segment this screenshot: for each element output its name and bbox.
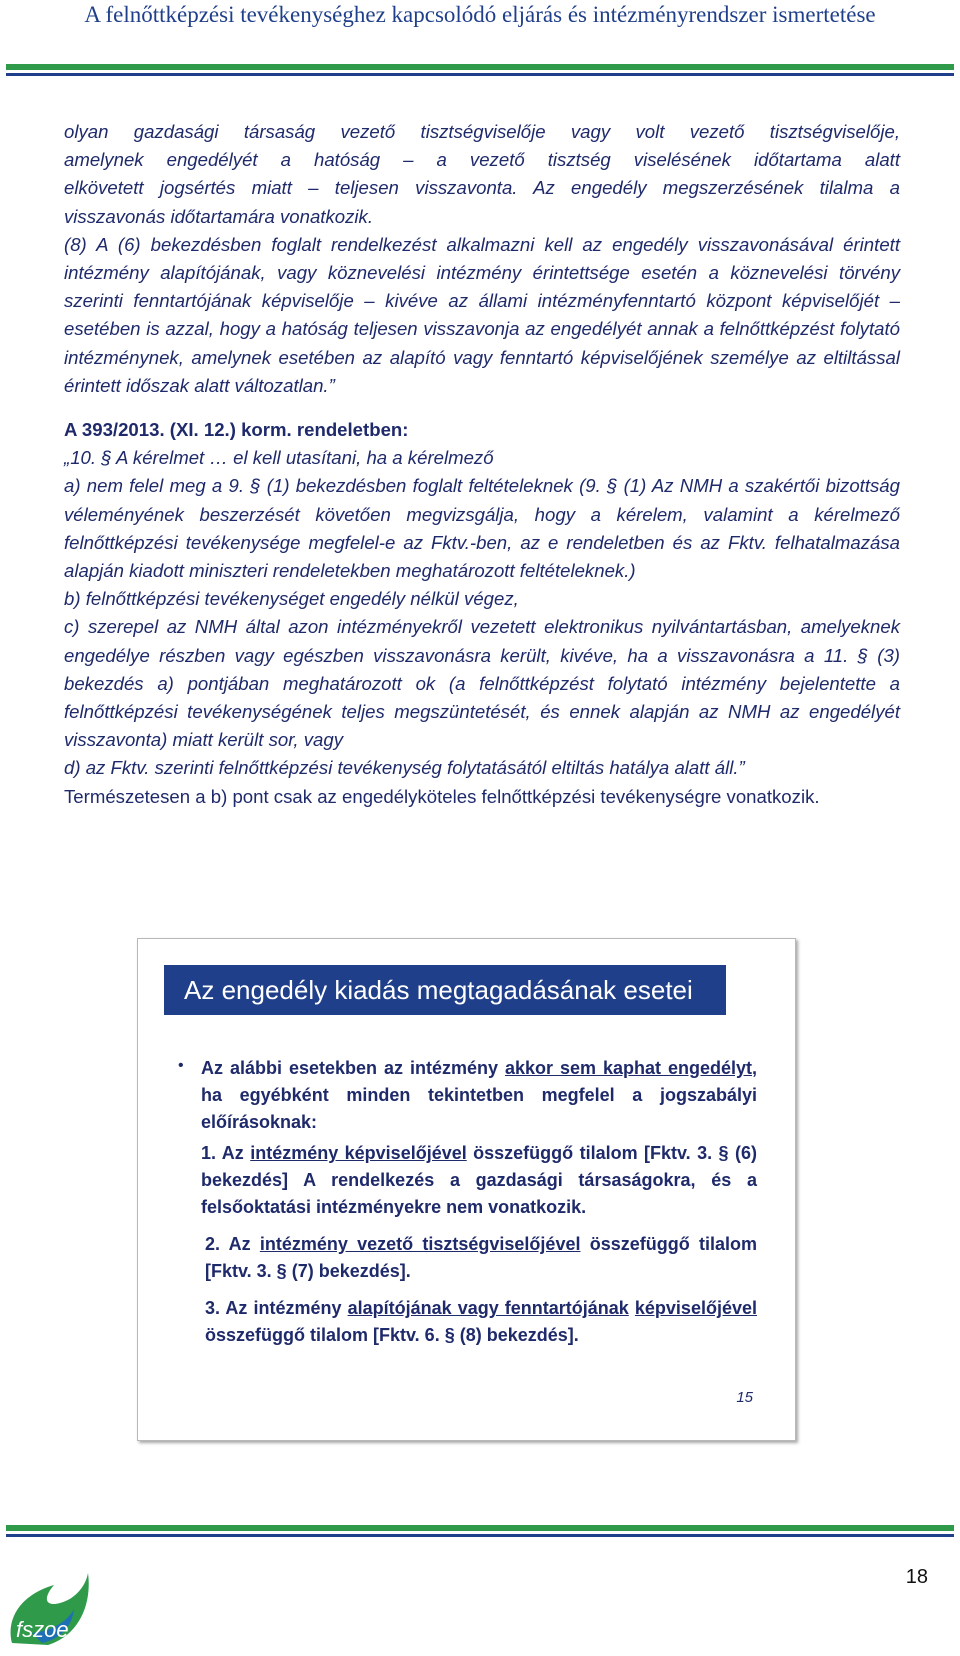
header-rule-green xyxy=(6,64,954,70)
point-a: a) nem felel meg a 9. § (1) bekezdésben foglalt feltételeknek (9. § (1) Az NMH a szakértői bizottság véleményének beszerzését követően megvizsgálja, hogy a kérelem, valamint a kérelmező felnőttképzési tevékenysége megfelel-e az Fktv.-ben, az e rendeletben és az Fktv. felhatalmazása alapján kiadott miniszteri rendeletekben meghatározott feltételeknek.) xyxy=(64,475,900,582)
slide-intro: Az alábbi esetekben az intézmény akkor sem kaphat engedélyt, ha egyébként minden tekintetben megfelel a jogszabályi előírásoknak: xyxy=(201,1058,757,1132)
slide-item-3: 3. Az intézmény alapítójának vagy fenntartójának képviselőjével összefüggő tilalom [Fktv. 6. § (8) bekezdés]. xyxy=(205,1298,757,1345)
slide-item-2: 2. Az intézmény vezető tisztségviselőjével összefüggő tilalom [Fktv. 3. § (7) bekezdés]. xyxy=(205,1234,757,1281)
body-line: olyan gazdasági társaság vezető tisztségviselője vagy volt vezető tisztségviselője, xyxy=(64,121,900,142)
point-b: b) felnőttképzési tevékenységet engedély nélkül végez, xyxy=(64,588,519,610)
closing-note: Természetesen a b) pont csak az engedélyköteles felnőttképzési tevékenységre vonatkozik. xyxy=(64,785,820,807)
slide-image xyxy=(137,938,796,1441)
slide-page-number: 15 xyxy=(736,1389,753,1406)
svg-text:fszoe: fszoe xyxy=(16,1617,69,1642)
footer-rule-green xyxy=(6,1525,954,1531)
header-rule-blue xyxy=(6,73,954,76)
slide-item-1: 1. Az intézmény képviselőjével összefüggő tilalom [Fktv. 3. § (6) bekezdés] A rendelkezés a gazdasági társaságokra, és a felsőoktatási intézményekre nem vonatkozik. xyxy=(201,1143,757,1217)
point-d: d) az Fktv. szerinti felnőttképzési tevékenység folytatásától eltiltás hatálya alatt áll.” xyxy=(64,757,745,779)
body-line: amelynek engedélyét a hatóság – a vezető tisztség viselésének időtartama alatt xyxy=(64,149,900,171)
slide-title: Az engedély kiadás megtagadásának esetei xyxy=(164,965,726,1015)
point-10: „10. § A kérelmet … el kell utasítani, ha a kérelmező xyxy=(64,447,494,469)
body-line: visszavonás időtartamára vonatkozik. xyxy=(64,205,374,227)
regulation-heading: A 393/2013. (XI. 12.) korm. rendeletben: xyxy=(64,419,409,441)
document-body xyxy=(64,118,900,811)
point-c: c) szerepel az NMH által azon intézményekről vezetett elektronikus nyilvántartásban, amelyeknek engedélye részben vagy egészben visszavonásra került, kivéve, ha a visszavonásra a 11. § (3) bekezdés a) pontjában meghatározott ok (a felnőttképzést folytató intézmény bejelentette a felnőttképzési tevékenységének teljes megszüntetését, és ennek alapján az NMH az engedélyét visszavonta) miatt került sor, vagy xyxy=(64,616,900,751)
footer-rule-blue xyxy=(6,1534,954,1537)
body-line: elkövetett jogsértés miatt – teljesen visszavonta. Az engedély megszerzésének tilalma a xyxy=(64,177,900,199)
document-header-title: A felnőttképzési tevékenységhez kapcsolódó eljárás és intézményrendszer ismertetése xyxy=(84,2,876,27)
fszoe-logo-icon xyxy=(2,1573,92,1651)
slide-body xyxy=(201,1055,757,1349)
slide-bullet: • xyxy=(178,1057,184,1074)
paragraph-8: (8) A (6) bekezdésben foglalt rendelkezést alkalmazni kell az engedély visszavonásával érintett intézmény alapítójának, vagy köznevelési intézmény érintettsége esetén a köznevelési törvény szerinti fenntartójának képviselője – kivéve az állami intézményfenntartó központ képviselőjét – esetében is azzal, hogy a hatóság teljesen visszavonja az engedélyét annak a felnőttképzést folytató intézménynek, amelynek esetében az alapító vagy fenntartó képviselőjének személye az eltiltással érintett időszak alatt változatlan.” xyxy=(64,233,900,396)
page-number: 18 xyxy=(905,1566,928,1588)
